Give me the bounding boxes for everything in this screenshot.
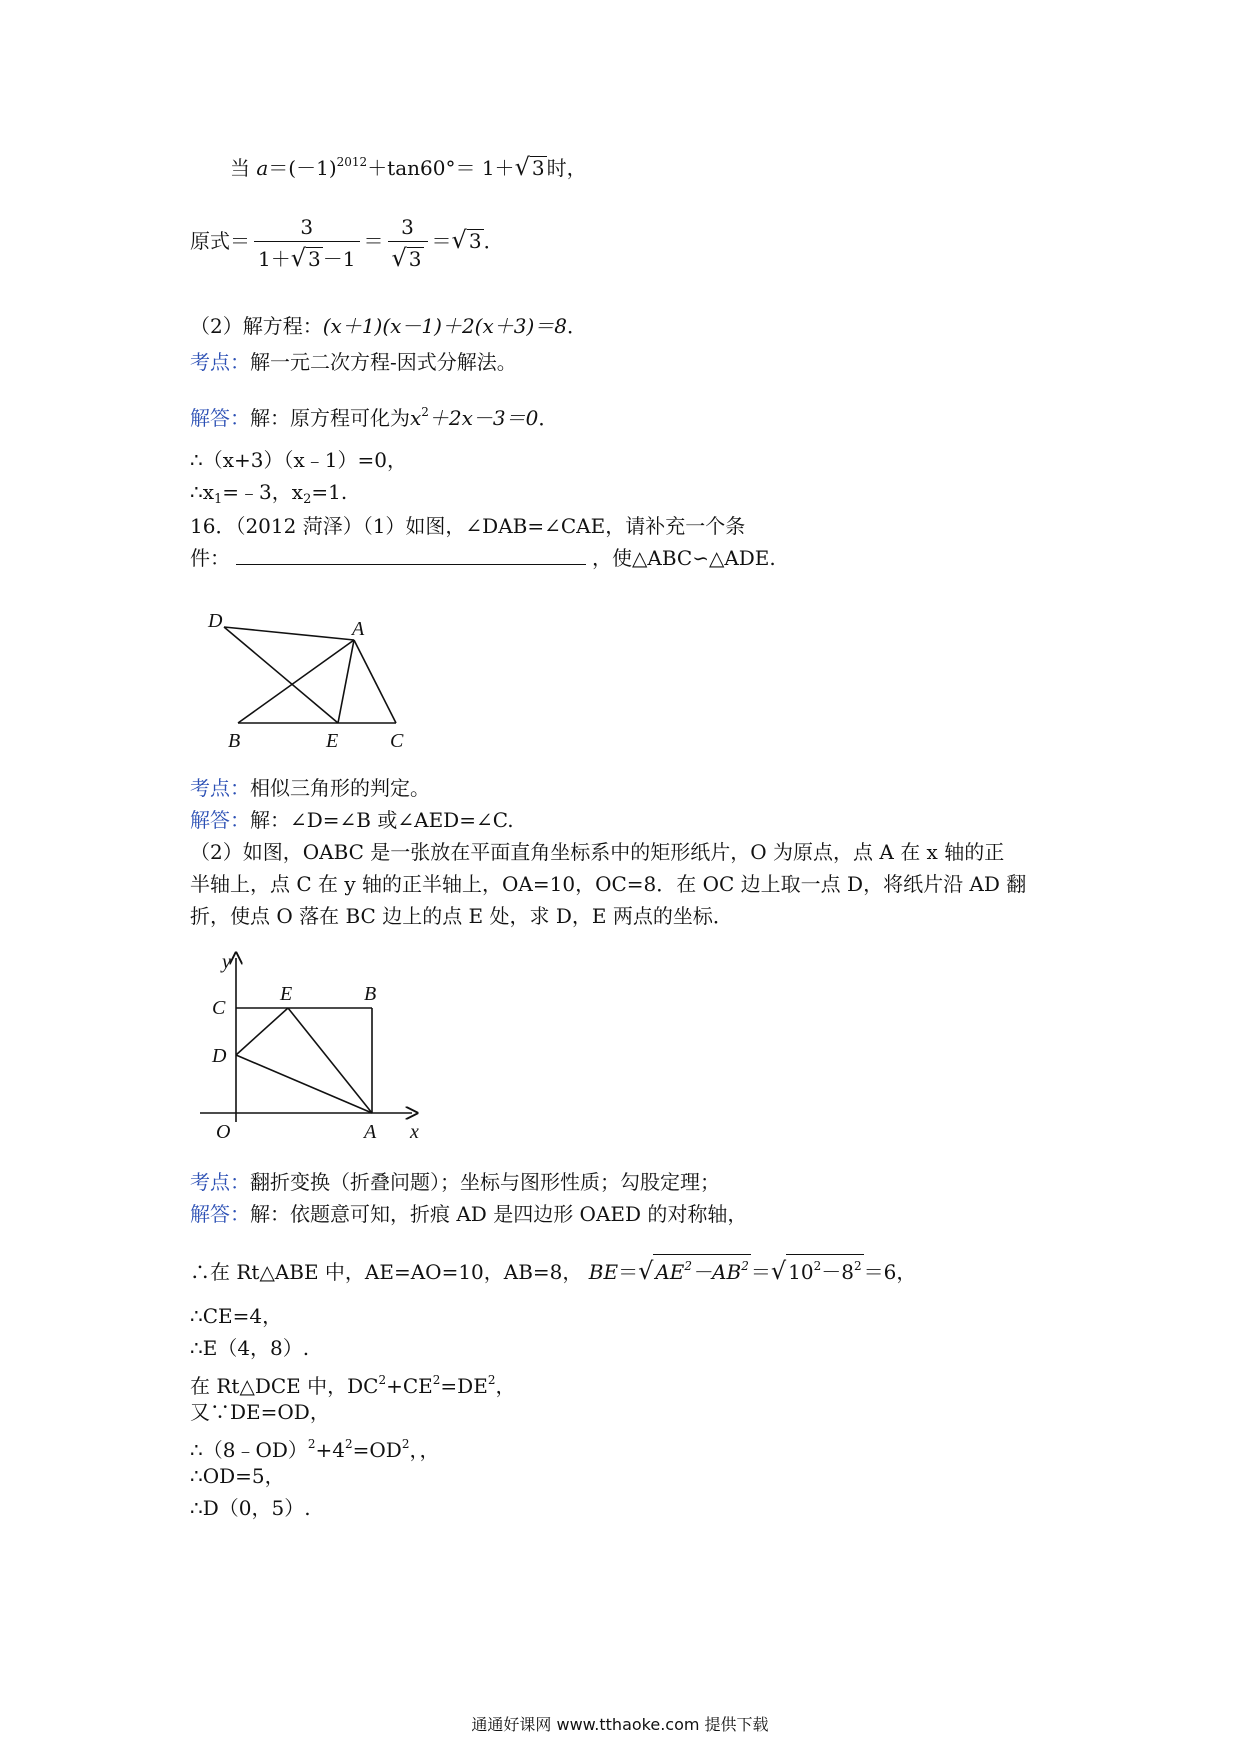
kaodian-1: 考点：解一元二次方程-因式分解法。 [190, 350, 517, 374]
step-d-coords: ∴D（0，5）. [190, 1496, 311, 1520]
question-16b-line-3: 折，使点 O 落在 BC 边上的点 E 处，求 D，E 两点的坐标． [190, 904, 733, 928]
step-dce: 在 Rt△DCE 中，$DC^2+CE^2=DE^2$， [190, 1373, 516, 1398]
label-y: y [222, 951, 231, 973]
jieda-1: 解答：解：原方程可化为$x^2+2x-3=0$． [190, 405, 559, 430]
label-e: E [280, 983, 293, 1005]
sqrt-sign: √ [514, 153, 530, 181]
label-o: O [216, 1121, 231, 1143]
label-b: B [228, 730, 241, 752]
jieda-2: 解答：解：∠D=∠B 或∠AED=∠C. [190, 808, 514, 832]
label-e: E [326, 730, 339, 752]
step-roots: $\therefore x_1=﹣3$，$x_2=1$. [190, 480, 348, 507]
jieda-3: 解答：解：依题意可知，折痕 AD 是四边形 OAED 的对称轴， [190, 1202, 748, 1226]
label-c: C [212, 997, 226, 1019]
original-expression: 原式＝ $\frac{3}{1+√ 3 -1}$ ＝ $\frac{3}{√ 3}$ ＝√ 3 ． [190, 214, 504, 272]
page-footer: 通通好课网 www.tthaoke.com 提供下载 [471, 1715, 769, 1734]
step-od: ∴OD=5， [190, 1464, 285, 1488]
label-x: x [410, 1121, 419, 1143]
answer-blank[interactable] [236, 550, 586, 565]
step-e-coords: ∴E（4，8）. [190, 1336, 310, 1360]
label-c: C [390, 730, 404, 752]
fraction-1: $\frac{3}{1+√ 3 -1}$ [254, 213, 360, 273]
question-2-solve: （2）解方程：(x＋1)(x－1)＋2(x＋3)＝8． [190, 314, 588, 338]
triangle-figure [200, 605, 420, 755]
right-triangle-abe: ∴在 Rt△ABE 中，AE=AO=10，AB=8， BE＝√ $AE^2-AB^2$ ＝√ $10^2-8^2 =6$， [190, 1254, 916, 1284]
coordinate-figure [200, 950, 440, 1150]
step-ce: ∴CE=4， [190, 1304, 283, 1328]
evaluation-line: 当 $a=(-1)^{2012}+\tan 60^\circ= 1+√$ 3 时， [230, 153, 587, 181]
label-d: D [208, 610, 223, 632]
kaodian-3: 考点：翻折变换（折叠问题）；坐标与图形性质；勾股定理； [190, 1170, 720, 1194]
step-equation: $\therefore(8﹣OD)^2+4^2=OD^2$，， [190, 1437, 440, 1462]
kaodian-2: 考点：相似三角形的判定。 [190, 776, 430, 800]
step-factor: ∴（x+3）（x﹣1）=0， [190, 448, 407, 472]
question-16-line-1: 16．（2012 菏泽）（1）如图，∠DAB=∠CAE，请补充一个条 [190, 514, 746, 538]
fraction-2: $\frac{3}{√ 3}$ [388, 213, 428, 273]
label-a: A [364, 1121, 377, 1143]
label-b: B [364, 983, 377, 1005]
question-16b-line-1: （2）如图，OABC 是一张放在平面直角坐标系中的矩形纸片，O 为原点，点 A 在 x 轴的正 [190, 840, 1005, 864]
step-de-od: 又∵DE=OD， [190, 1400, 330, 1424]
label-d: D [212, 1045, 227, 1067]
label-a: A [352, 618, 365, 640]
question-16-line-2: 件： ，使△ABC∽△ADE. [190, 546, 776, 570]
question-16b-line-2: 半轴上，点 C 在 y 轴的正半轴上，OA=10，OC=8．在 OC 边上取一点 D，将纸片沿 AD 翻 [190, 872, 1027, 896]
